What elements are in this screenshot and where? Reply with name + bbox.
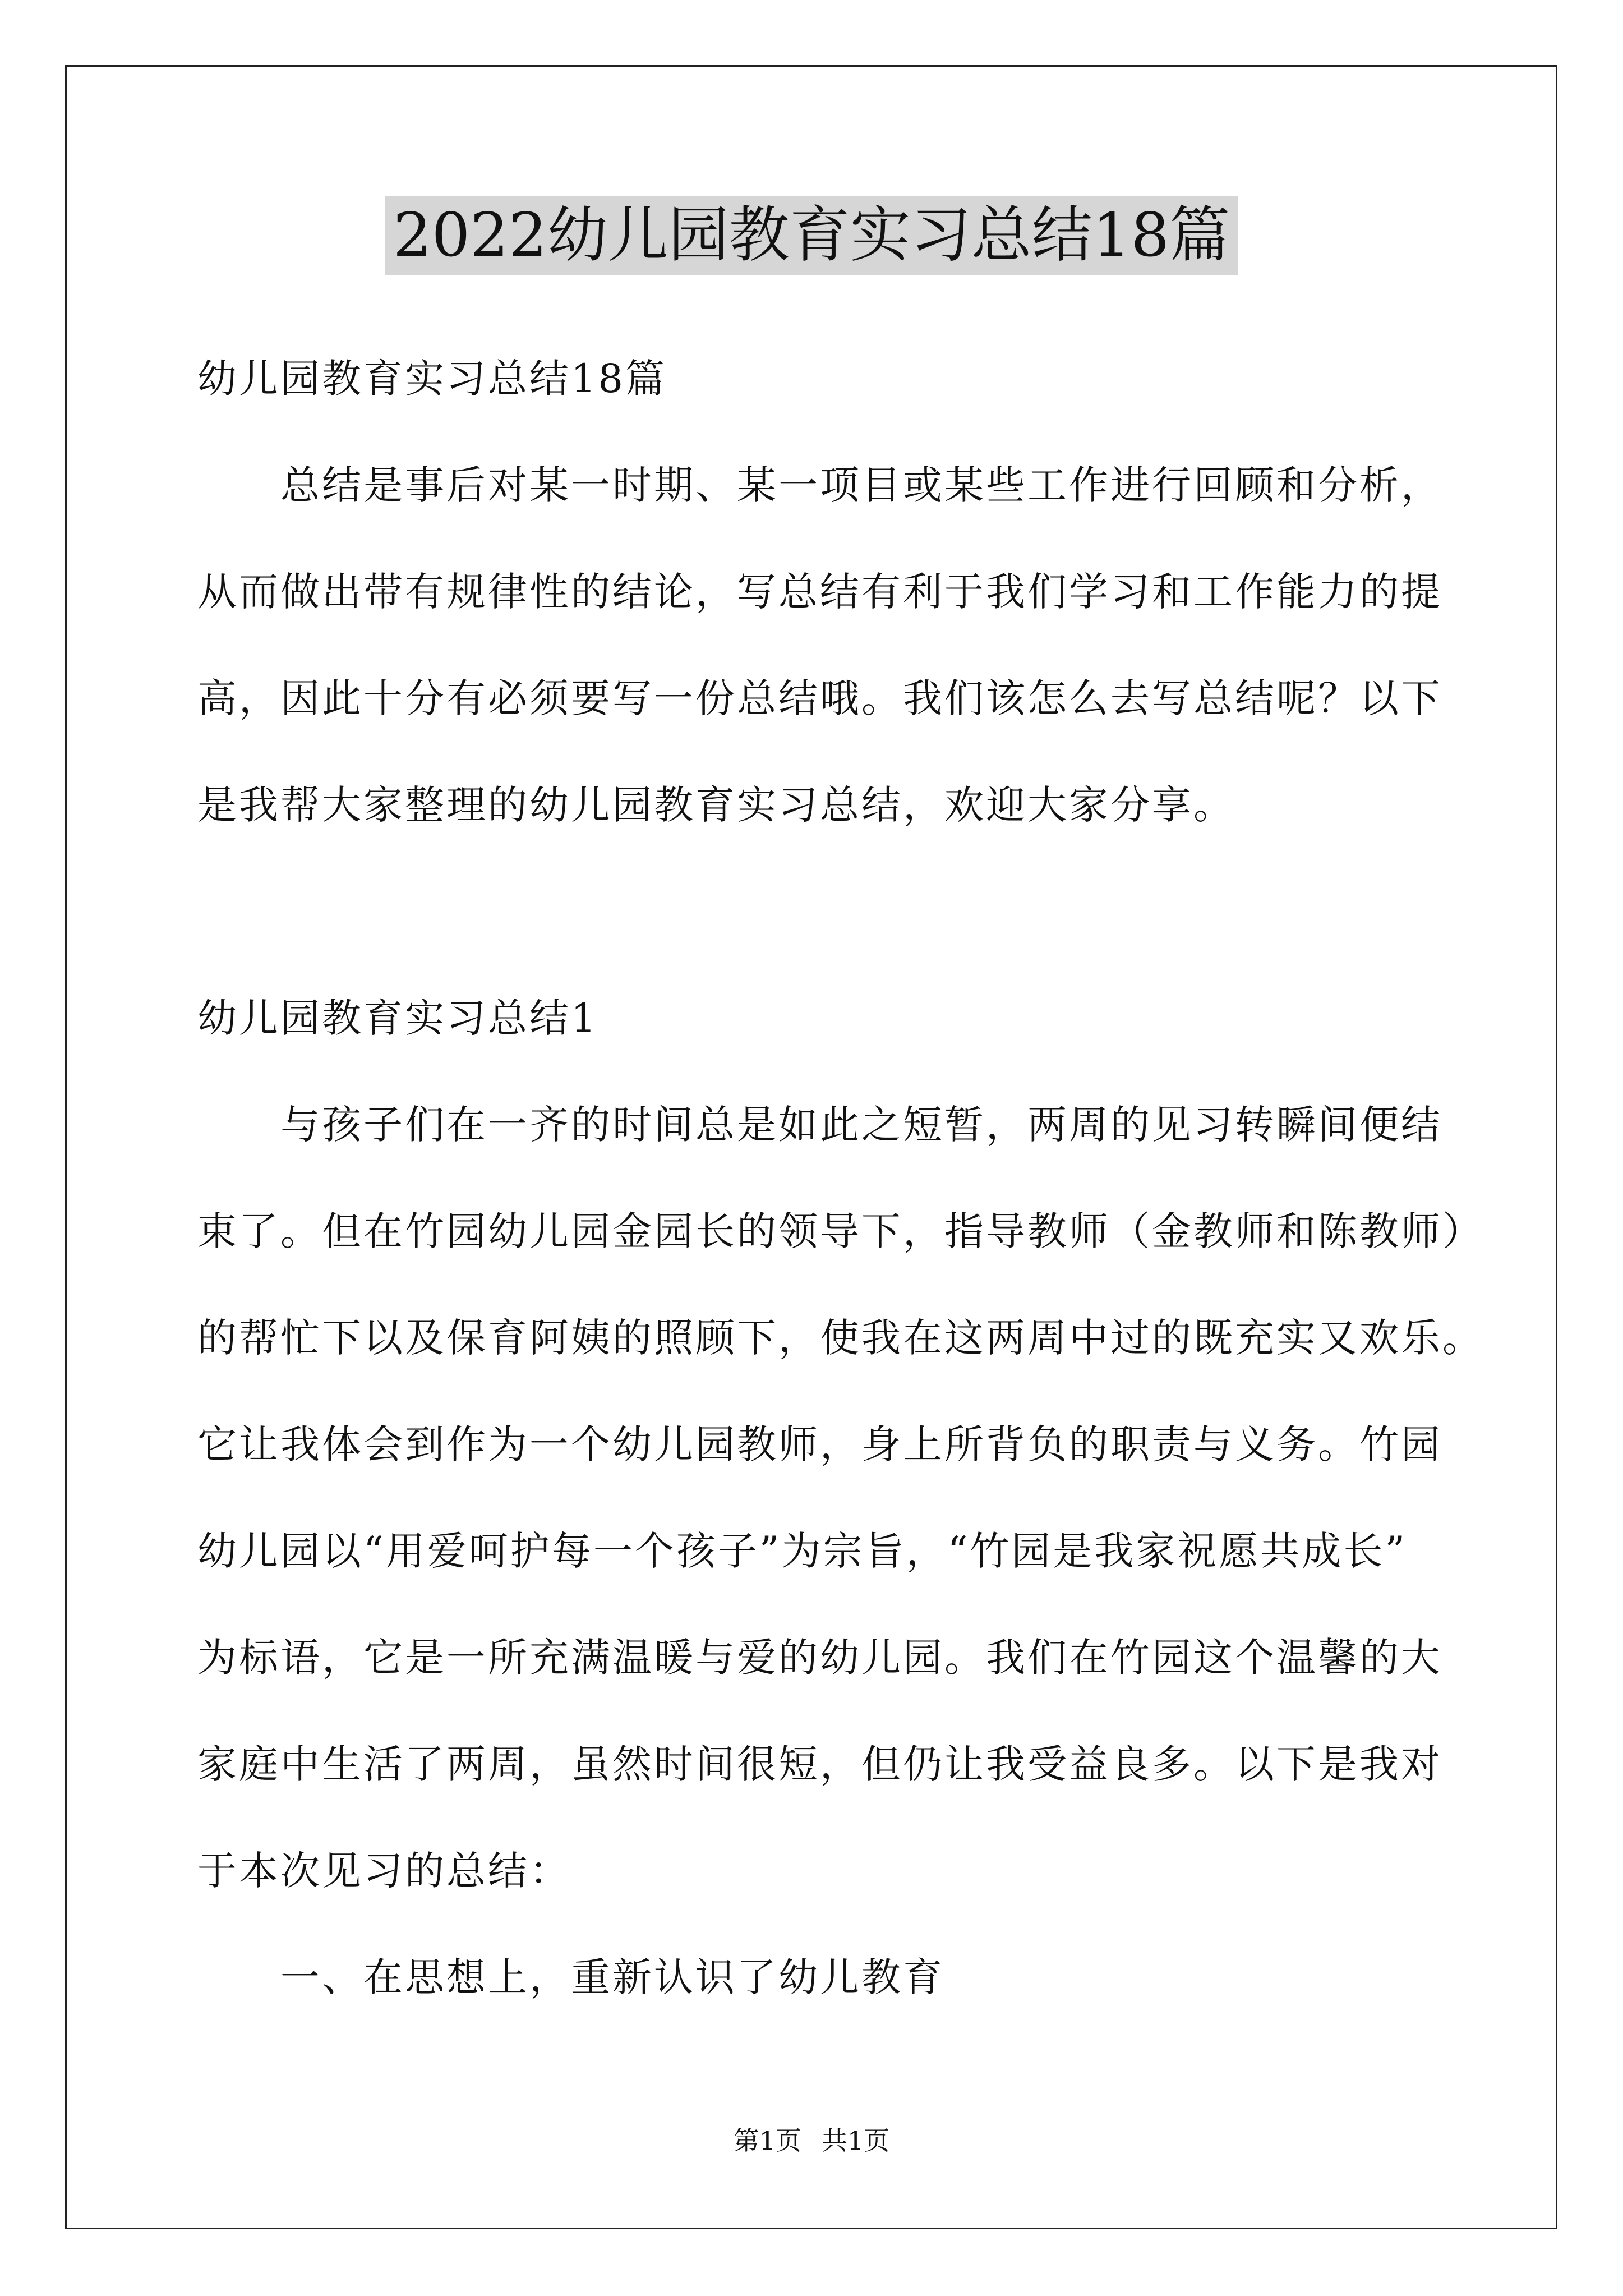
page-footer [0, 2124, 1623, 2157]
document-title [0, 194, 1623, 278]
body-line-1: 与孩子们在一齐的时间总是如此之短暂，两周的见习转瞬间便结 [280, 1102, 1442, 1148]
intro-line-3: 高，因此十分有必须要写一份总结哦。我们该怎么去写总结呢？以下 [197, 675, 1442, 721]
body-line-8: 于本次见习的总结： [197, 1848, 571, 1894]
body-line-6: 为标语，它是一所充满温暖与爱的幼儿园。我们在竹园这个温馨的大 [197, 1635, 1442, 1681]
intro-line-2: 从而做出带有规律性的结论，写总结有利于我们学习和工作能力的提 [197, 569, 1442, 615]
point-heading: 一、在思想上，重新认识了幼儿教育 [280, 1954, 944, 2000]
document-subtitle: 幼儿园教育实习总结18篇 [197, 356, 667, 402]
page-number-current: 第1页 [733, 2125, 801, 2156]
body-line-2: 束了。但在竹园幼儿园金园长的领导下，指导教师（金教师和陈教师） [197, 1208, 1484, 1254]
intro-line-4: 是我帮大家整理的幼儿园教育实习总结，欢迎大家分享。 [197, 782, 1235, 828]
body-line-5: 幼儿园以“用爱呵护每一个孩子”为宗旨，“竹园是我家祝愿共成长” [197, 1528, 1408, 1574]
body-line-4: 它让我体会到作为一个幼儿园教师，身上所背负的职责与义务。竹园 [197, 1421, 1442, 1467]
page-number-total: 共1页 [822, 2125, 890, 2156]
body-line-3: 的帮忙下以及保育阿姨的照顾下，使我在这两周中过的既充实又欢乐。 [197, 1315, 1484, 1361]
body-line-7: 家庭中生活了两周，虽然时间很短，但仍让我受益良多。以下是我对 [197, 1741, 1442, 1787]
document-title-text: 2022幼儿园教育实习总结18篇 [385, 196, 1238, 275]
section-heading: 幼儿园教育实习总结1 [197, 995, 598, 1041]
intro-line-1: 总结是事后对某一时期、某一项目或某些工作进行回顾和分析， [280, 462, 1442, 508]
